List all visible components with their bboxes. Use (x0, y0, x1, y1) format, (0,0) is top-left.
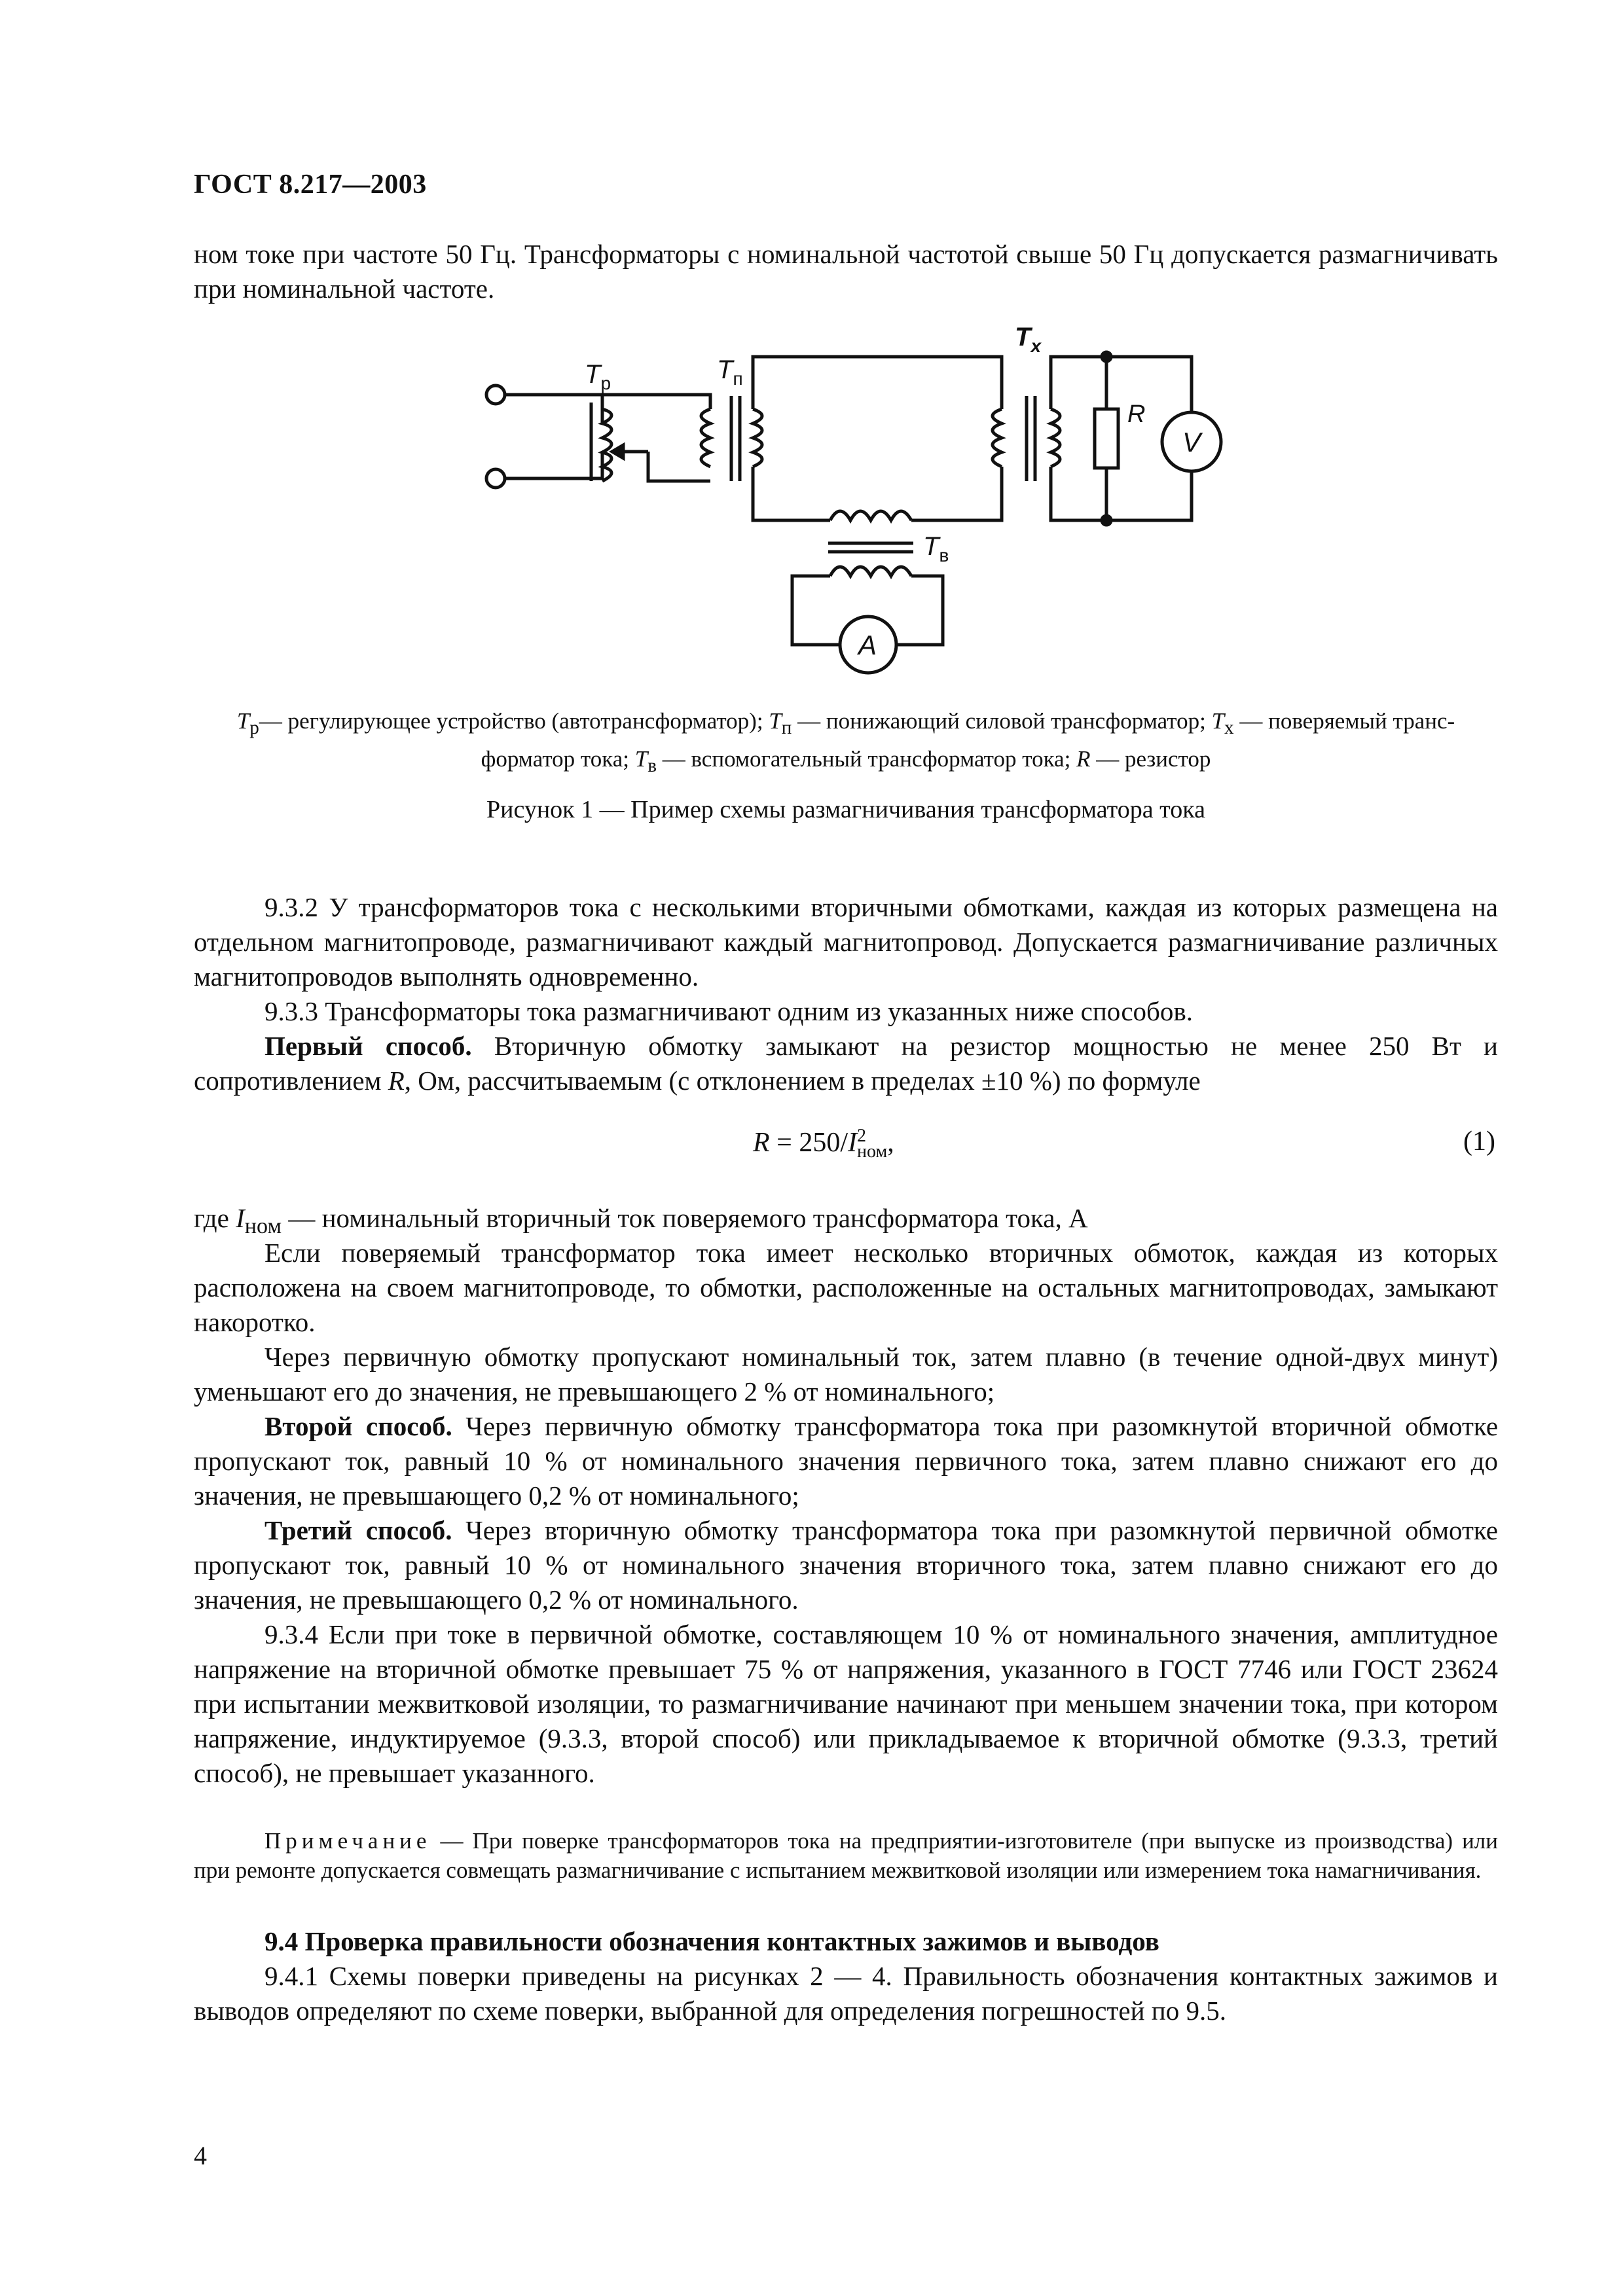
where-clause: где $I_{ном}$ — номинальный вторичный ток поверяемого трансформатора тока, А (194, 1203, 1088, 1239)
tested-primary-coil (993, 409, 1002, 467)
paragraph-9-3-3: 9.3.3 Трансформаторы тока размагничивают одним из указанных ниже способов. (264, 996, 1193, 1026)
figure-legend: $T_р—$ регулирующее устройство (автотрансформатор); $T_п$ — понижающий силовой трансформатор; $T_х$ — поверяемый транс- форматор тока; $T_в$ — вспомогательный трансформатор тока; R — резистор (236, 708, 1455, 776)
tested-secondary-coil (1051, 409, 1060, 467)
paragraph-9-3-2: 9.3.2 У трансформаторов тока с несколькими вторичными обмотками, каждая из которых размещена на отдельном магнитопроводе, размагничивают каждый магнитопровод. Допускается размагничивание различных магнитопроводов выполнять одновременно. (194, 892, 1498, 992)
ammeter-loop-wire (792, 576, 839, 645)
paragraph-nominal-current: Через первичную обмотку пропускают номинальный ток, затем плавно (в течение одной-двух минут) уменьшают его до значения, не превышающего 2 % от номинального; (194, 1342, 1498, 1407)
secondary-wire-bottom (1051, 467, 1192, 520)
resistor-symbol (1095, 409, 1118, 468)
ammeter-loop-wire-right (897, 576, 943, 645)
section-9-4-heading: 9.4 Проверка правильности обозначения контактных зажимов и выводов (264, 1926, 1159, 1956)
method-1-title: Первый способ. (264, 1031, 472, 1061)
document-header: ГОСТ 8.217—2003 (194, 170, 427, 200)
label-ammeter: A (858, 630, 877, 660)
figure-caption: Рисунок 1 — Пример схемы размагничивания трансформатора тока (486, 796, 1205, 823)
stepdown-secondary-coil (753, 409, 762, 467)
input-wire-top (505, 395, 602, 422)
input-terminal-bottom (486, 469, 505, 488)
input-terminal-top (486, 386, 505, 404)
autotransformer-slider-arrow (612, 445, 623, 458)
label-tp: $Т_п$ (717, 355, 743, 389)
note-label: Примечание (264, 1828, 431, 1854)
paragraph-9-3-4: 9.3.4 Если при токе в первичной обмотке, составляющем 10 % от номинального значения, амплитудное напряжение на вторичной обмотке превышает 75 % от напряжения, указанного в ГОСТ 7746 или ГОСТ 23624 при испытании межвитковой изоляции, то размагничивание начинают при меньшем значении тока, при котором напряжение, индуктируемое (9.3.3, второй способ) или прикладываемое к вторичной обмотке (9.3.3, третий способ), не превышает указанного. (194, 1619, 1498, 1788)
auxiliary-primary-coil (830, 511, 911, 520)
demagnetization-circuit-diagram (0, 0, 1623, 707)
page-number: 4 (194, 2141, 207, 2170)
secondary-wire (1051, 357, 1192, 412)
autotransformer-out-wire (602, 395, 710, 409)
main-loop-bottom-wire-right (911, 467, 1002, 520)
stepdown-primary-coil (701, 409, 710, 467)
paragraph-several-windings: Если поверяемый трансформатор тока имеет несколько вторичных обмоток, каждая из которых расположена на своем магнитопроводе, то обмотки, расположенные на остальных магнитопроводах, замыкают накоротко. (194, 1238, 1498, 1337)
method-2-title: Второй способ. (264, 1411, 452, 1441)
intro-paragraph: ном токе при частоте 50 Гц. Трансформаторы с номинальной частотой свыше 50 Гц допускается размагничивать при номинальной частоте. (194, 239, 1498, 304)
method-3-title: Третий способ. (264, 1515, 452, 1545)
method-3-paragraph: Третий способ. Через вторичную обмотку трансформатора тока при разомкнутой первичной обмотке пропускают ток, равный 10 % от номинального значения вторичного тока, затем плавно снижают его до значения, не превышающего 0,2 % от номинального. (194, 1515, 1498, 1615)
formula-1: $R = 250/I^2_{ном}$, (753, 1126, 894, 1162)
main-loop-wire (753, 357, 1002, 409)
label-resistor: R (1127, 401, 1146, 428)
auxiliary-secondary-coil (830, 567, 911, 576)
note-paragraph: Примечание — При поверке трансформаторов тока на предприятии-изготовителе (при выпуске из производства) или при ремонте допускается совмещать размагничивание с испытанием межвитковой изоляции или измерением тока намагничивания. (194, 1828, 1498, 1883)
method-1-paragraph: Первый способ. Вторичную обмотку замыкают на резистор мощностью не менее 250 Вт и сопротивлением R, Ом, рассчитываемым (с отклонением в пределах ±10 %) по формуле (194, 1031, 1498, 1096)
label-tv: $Т_в$ (923, 532, 949, 565)
label-tx: $Т_x$ (1015, 323, 1042, 356)
paragraph-9-4-1: 9.4.1 Схемы поверки приведены на рисунках 2 — 4. Правильность обозначения контактных зажимов и выводов определяют по схеме поверки, выбранной для определения погрешностей по 9.5. (194, 1961, 1498, 2026)
method-2-paragraph: Второй способ. Через первичную обмотку трансформатора тока при разомкнутой вторичной обмотке пропускают ток, равный 10 % от номинального значения первичного тока, затем плавно снижают его до значения, не превышающего 0,2 % от номинального; (194, 1411, 1499, 1511)
label-voltmeter: V (1182, 427, 1201, 457)
formula-number: (1) (1463, 1126, 1495, 1157)
input-wire-bottom (505, 452, 602, 478)
label-tr: $Т_р$ (585, 360, 611, 393)
main-loop-bottom-wire (753, 467, 830, 520)
